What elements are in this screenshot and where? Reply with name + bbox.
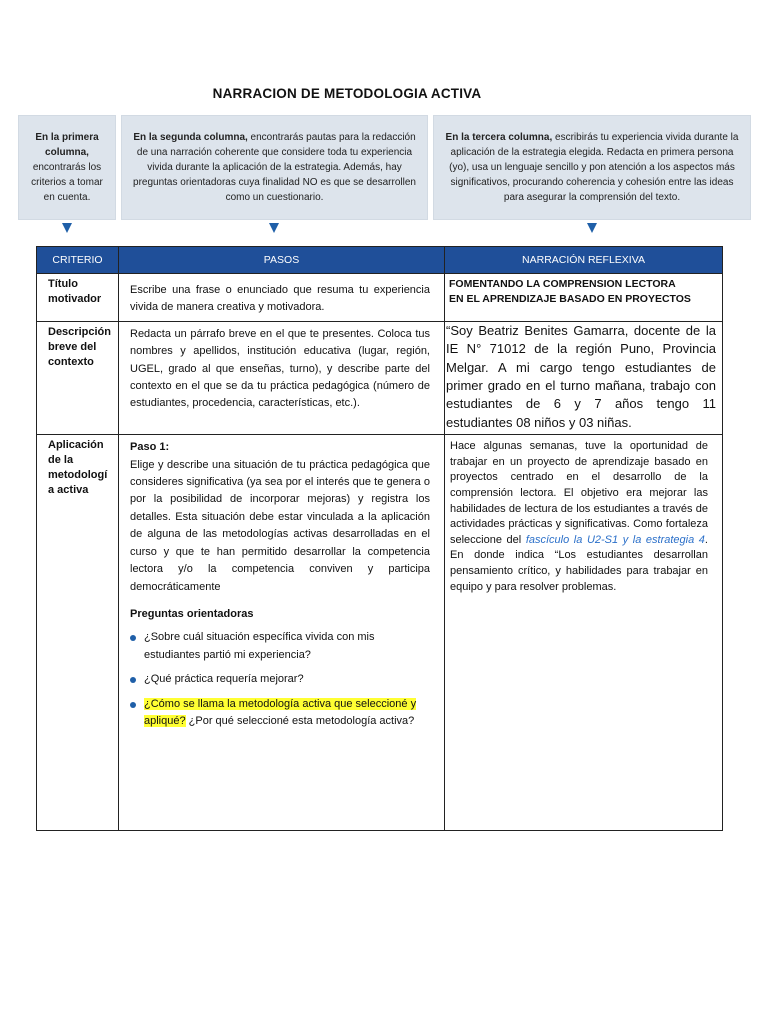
document-title: NARRACION DE METODOLOGIA ACTIVA [212, 86, 482, 101]
column-header-pasos: PASOS [119, 247, 445, 274]
highlighted-question: ¿Cómo se llama la metodología activa que seleccioné y apliqué? [144, 697, 417, 727]
fasciculo-reference-link[interactable]: fascículo la U2-S1 y la estrategia 4 [525, 533, 705, 546]
table-row [37, 274, 723, 322]
guide-questions-title: Preguntas orientadoras [130, 607, 254, 620]
list-item [130, 671, 430, 688]
question-text: ¿Por qué seleccioné esta metodología activa? [185, 714, 415, 727]
pasos-cell: Escribe una frase o enunciado que resuma tu experiencia vivida de manera creativa y motivadora. [119, 274, 445, 322]
narracion-cell [445, 435, 723, 831]
arrow-down-icon [62, 223, 72, 233]
info-box-lead: En la segunda columna, [133, 132, 248, 143]
narrative-text: . En donde indica “Los estudiantes desarrollan pensamiento crítico, y habilidades para trabajar en equipo y para resolver problemas. [450, 533, 708, 593]
info-box-third-column [433, 115, 751, 220]
pasos-cell [119, 435, 445, 831]
narration-table [36, 246, 723, 831]
guide-questions-list [130, 629, 430, 730]
table-row [37, 321, 723, 434]
info-box-text: escribirás tu experiencia vivida durante la aplicación de la estrategia elegida. Redacta en primera persona (yo), usa un lenguaje sencillo y pon atención a los aspectos más significativos, procurando coherencia y cohesión entre las ideas para asegurar la comprensión del texto. [449, 132, 739, 203]
pasos-cell: Redacta un párrafo breve en el que te presentes. Coloca tus nombres y apellidos, institución educativa (lugar, región, UGEL, grado al que enseñas, turno), y describe parte del contexto en el que se da tu práctica pedagógica (número de estudiantes, procedencia, características, etc.). [119, 321, 445, 434]
question-text: ¿Sobre cuál situación específica vivida con mis estudiantes partió mi experiencia? [144, 631, 375, 661]
narrative-text: Hace algunas semanas, tuve la oportunidad de trabajar en un proyecto de aprendizaje basado en proyectos centrado en el desarrollo de la comprensión lectora. El objetivo era mejorar las habilidades de lectura de los estudiantes a través de actividades prácticas y significativas. Como fortaleza seleccione del [450, 440, 708, 546]
bullet-icon [130, 677, 136, 683]
list-item [130, 696, 430, 731]
arrow-down-icon [587, 223, 597, 233]
column-header-narracion: NARRACIÓN REFLEXIVA [445, 247, 723, 274]
narracion-cell [445, 274, 723, 322]
table-header-row [37, 247, 723, 274]
arrow-down-icon [269, 223, 279, 233]
info-box-first-column [18, 115, 116, 220]
column-header-criterio: CRITERIO [37, 247, 119, 274]
info-box-text: encontrarás los criterios a tomar en cuenta. [31, 162, 103, 203]
criterio-cell: Título motivador [37, 274, 119, 322]
table-row [37, 435, 723, 831]
criterio-cell: Aplicación de la metodologí a activa [37, 435, 119, 831]
narrative-title-line: FOMENTANDO LA COMPRENSION LECTORA [449, 278, 676, 290]
paso-title: Paso 1: [130, 441, 170, 454]
question-text: ¿Qué práctica requería mejorar? [144, 673, 304, 686]
list-item [130, 629, 430, 664]
info-box-lead: En la tercera columna, [445, 132, 553, 143]
narrative-title-line: EN EL APRENDIZAJE BASADO EN PROYECTOS [449, 293, 691, 305]
paso-description: Elige y describe una situación de tu práctica pedagógica que consideres significativa (ya sea por el interés que te genera o por la posibilidad de incorporar mejoras) y registra los detalles. Esta situación debe estar vinculada a la aplicación de alguna de las metodologías activas desarrolladas en el curso y que te han permitido desarrollar la competencia lectora y/o la competencia conviven y participa democráticamente [130, 458, 430, 593]
bullet-icon [130, 635, 136, 641]
info-box-lead: En la primera columna, [35, 132, 99, 158]
info-box-second-column [121, 115, 428, 220]
criterio-cell: Descripción breve del contexto [37, 321, 119, 434]
narracion-cell: “Soy Beatriz Benites Gamarra, docente de la IE N° 71012 de la región Puno, Provincia Melgar. A mi cargo tengo estudiantes de primer grado en el turno mañana, trabajo con estudiantes de 6 y 7 años tengo 11 estudiantes 08 niños y 03 niñas. [445, 321, 723, 434]
info-box-text: encontrarás pautas para la redacción de una narración coherente que considere toda tu experiencia vivida durante la aplicación de la estrategia. Además, hay preguntas orientadoras cuya finalidad NO es que se desarrollen como un cuestionario. [133, 132, 416, 203]
bullet-icon [130, 702, 136, 708]
